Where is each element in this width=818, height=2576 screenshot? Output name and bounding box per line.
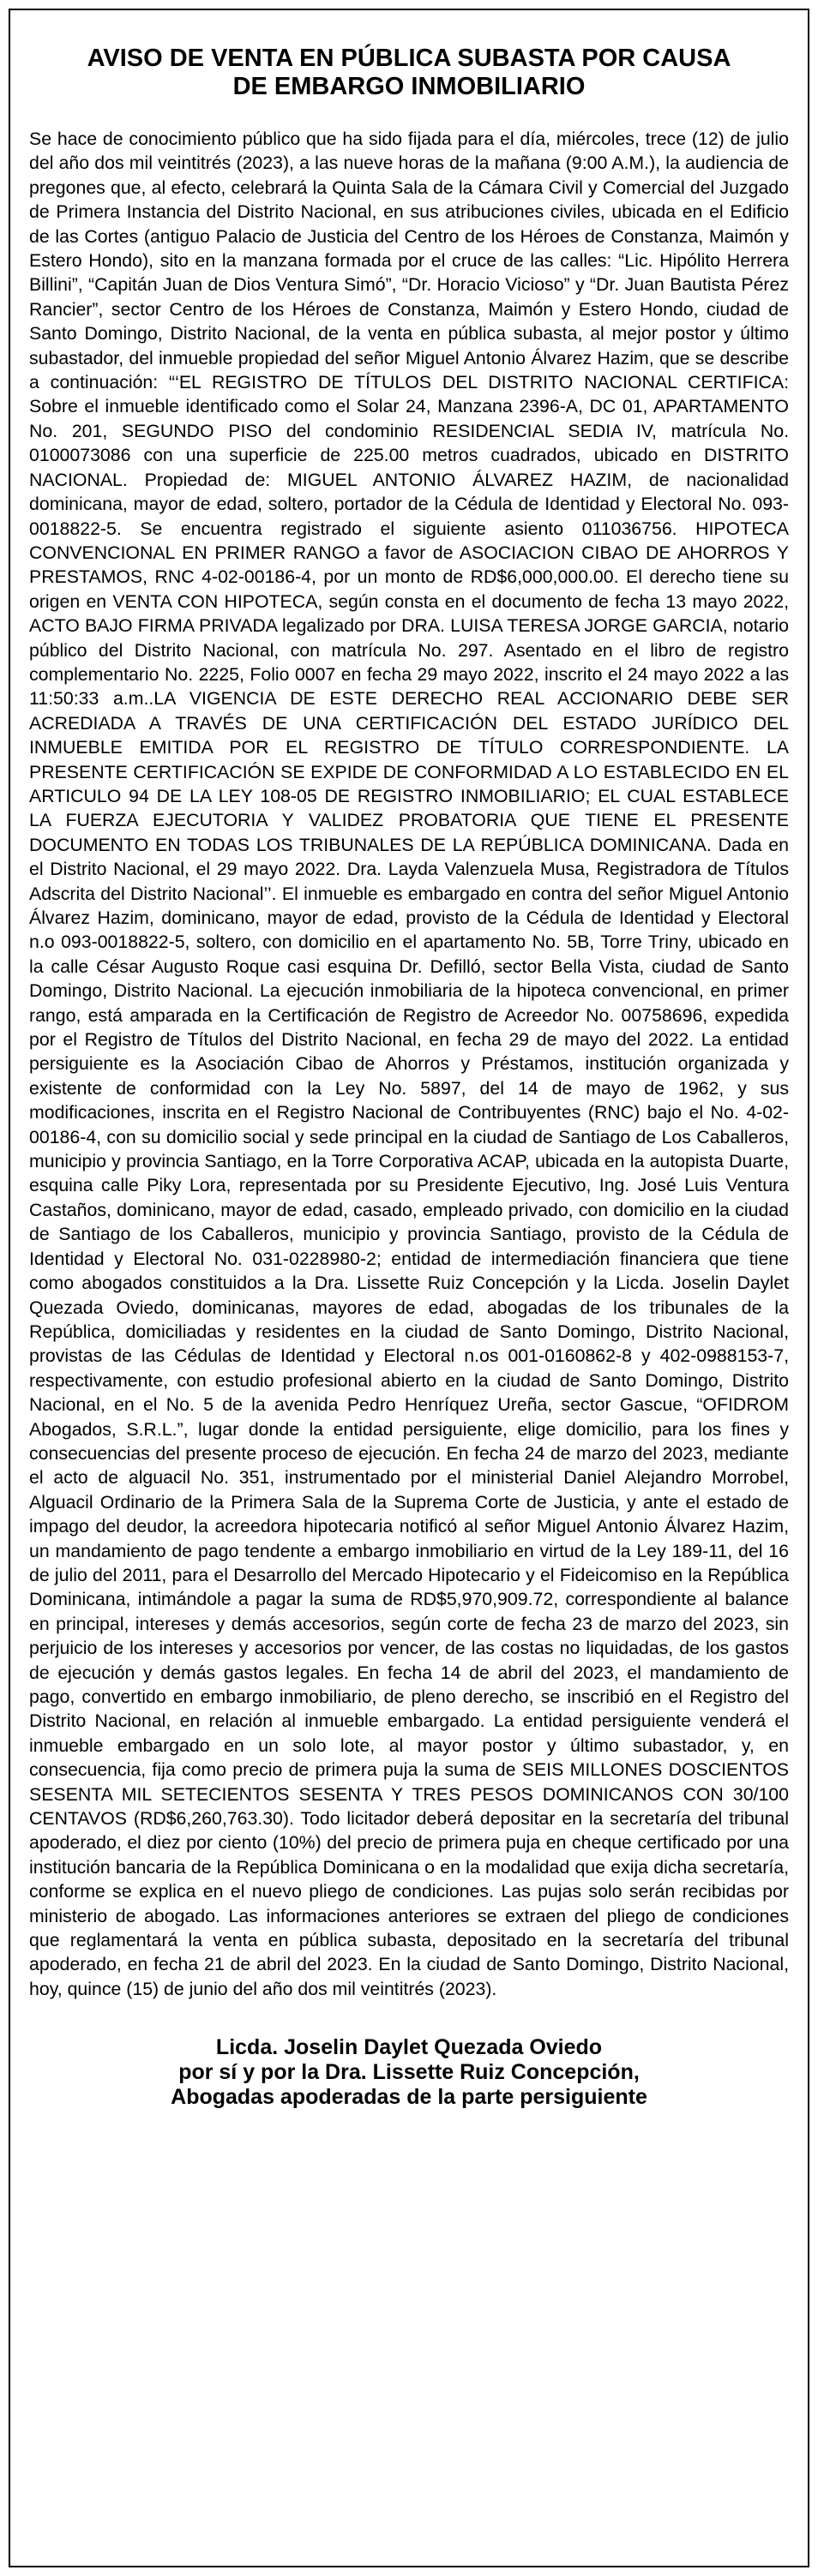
- notice-title-line-1: AVISO DE VENTA EN PÚBLICA SUBASTA POR CAUSA: [87, 45, 731, 72]
- notice-title: [29, 45, 789, 101]
- signature-role: Abogadas apoderadas de la parte persiguiente: [171, 2085, 647, 2110]
- signature-name: Licda. Joselin Daylet Quezada Oviedo: [215, 2035, 603, 2060]
- signature-block: [29, 2035, 789, 2110]
- legal-notice: [9, 9, 809, 2567]
- signature-on-behalf: por sí y por la Dra. Lissette Ruiz Concepción,: [178, 2060, 640, 2085]
- notice-title-line-2: DE EMBARGO INMOBILIARIO: [232, 73, 586, 100]
- notice-body: Se hace de conocimiento público que ha sido fijada para el día, miércoles, trece (12) de julio del año dos mil veintitrés (2023), a las nueve horas de la mañana (9:00 A.M.), la audiencia de pregones que, al efecto, celebrará la Quinta Sala de la Cámara Civil y Comercial del Juzgado de Primera Instancia del Distrito Nacional, en sus atribuciones civiles, ubicada en el Edificio de las Cortes (antiguo Palacio de Justicia del Centro de los Héroes de Constanza, Maimón y Estero Hondo), sito en la manzana formada por el cruce de las calles: “Lic. Hipólito Herrera Billini”, “Capitán Juan de Dios Ventura Simó”, “Dr. Horacio Vicioso” y “Dr. Juan Bautista Pérez Rancier”, sector Centro de los Héroes de Constanza, Maimón y Estero Hondo, ciudad de Santo Domingo, Distrito Nacional, de la venta en pública subasta, al mejor postor y último subastador, del inmueble propiedad del señor Miguel Antonio Álvarez Hazim, que se describe a continuación: “‘EL REGISTRO DE TÍTULOS DEL DISTRITO NACIONAL CERTIFICA: Sobre el inmueble identificado como el Solar 24, Manzana 2396-A, DC 01, APARTAMENTO No. 201, SEGUNDO PISO del condominio RESIDENCIAL SEDIA IV, matrícula No. 0100073086 con una superficie de 225.00 metros cuadrados, ubicado en DISTRITO NACIONAL. Propiedad de: MIGUEL ANTONIO ÁLVAREZ HAZIM, de nacionalidad dominicana, mayor de edad, soltero, portador de la Cédula de Identidad y Electoral No. 093-0018822-5. Se encuentra registrado el siguiente asiento 011036756. HIPOTECA CONVENCIONAL EN PRIMER RANGO a favor de ASOCIACION CIBAO DE AHORROS Y PRESTAMOS, RNC 4-02-00186-4, por un monto de RD$6,000,000.00. El derecho tiene su origen en VENTA CON HIPOTECA, según consta en el documento de fecha 13 mayo 2022, ACTO BAJO FIRMA PRIVADA legalizado por DRA. LUISA TERESA JORGE GARCIA, notario público del Distrito Nacional, con matrícula No. 297. Asentado en el libro de registro complementario No. 2225, Folio 0007 en fecha 29 mayo 2022, inscrito el 24 mayo 2022 a las 11:50:33 a.m..LA VIGENCIA DE ESTE DERECHO REAL ACCIONARIO DEBE SER ACREDIADA A TRAVÉS DE UNA CERTIFICACIÓN DEL ESTADO JURÍDICO DEL INMUEBLE EMITIDA POR EL REGISTRO DE TÍTULO CORRESPONDIENTE. LA PRESENTE CERTIFICACIÓN SE EXPIDE DE CONFORMIDAD A LO ESTABLECIDO EN EL ARTICULO 94 DE LA LEY 108-05 DE REGISTRO INMOBILIARIO; EL CUAL ESTABLECE LA FUERZA EJECUTORIA Y VALIDEZ PROBATORIA QUE TIENE EL PRESENTE DOCUMENTO EN TODAS LOS TRIBUNALES DE LA REPÚBLICA DOMINICANA. Dada en el Distrito Nacional, el 29 mayo 2022. Dra. Layda Valenzuela Musa, Registradora de Títulos Adscrita del Distrito Nacional’’. El inmueble es embargado en contra del señor Miguel Antonio Álvarez Hazim, dominicano, mayor de edad, provisto de la Cédula de Identidad y Electoral n.o 093-0018822-5, soltero, con domicilio en el apartamento No. 5B, Torre Triny, ubicado en la calle César Augusto Roque casi esquina Dr. Defilló, sector Bella Vista, ciudad de Santo Domingo, Distrito Nacional. La ejecución inmobiliaria de la hipoteca convencional, en primer rango, está amparada en la Certificación de Registro de Acreedor No. 00758696, expedida por el Registro de Títulos del Distrito Nacional, en fecha 29 de mayo del 2022. La entidad persiguiente es la Asociación Cibao de Ahorros y Préstamos, institución organizada y existente de conformidad con la Ley No. 5897, del 14 de mayo de 1962, y sus modificaciones, inscrita en el Registro Nacional de Contribuyentes (RNC) bajo el No. 4-02-00186-4, con su domicilio social y sede principal en la ciudad de Santiago de Los Caballeros, municipio y provincia Santiago, en la Torre Corporativa ACAP, ubicada en la autopista Duarte, esquina calle Piky Lora, representada por su Presidente Ejecutivo, Ing. José Luis Ventura Castaños, dominicano, mayor de edad, casado, empleado privado, con domicilio en la ciudad de Santiago de los Caballeros, municipio y provincia Santiago, provisto de la Cédula de Identidad y Electoral No. 031-0228980-2; entidad de intermediación financiera que tiene como abogados constituidos a la Dra. Lissette Ruiz Concepción y la Licda. Joselin Daylet Quezada Oviedo, dominicanas, mayores de edad, abogadas de los tribunales de la República, domiciliadas y residentes en la ciudad de Santo Domingo, Distrito Nacional, provistas de las Cédulas de Identidad y Electoral n.os 001-0160862-8 y 402-0988153-7, respectivamente, con estudio profesional abierto en la ciudad de Santo Domingo, Distrito Nacional, en el No. 5 de la avenida Pedro Henríquez Ureña, sector Gascue, “OFIDROM Abogados, S.R.L.”, lugar donde la entidad persiguiente, elige domicilio, para los fines y consecuencias del presente proceso de ejecución. En fecha 24 de marzo del 2023, mediante el acto de alguacil No. 351, instrumentado por el ministerial Daniel Alejandro Morrobel, Alguacil Ordinario de la Primera Sala de la Suprema Corte de Justicia, y ante el estado de impago del deudor, la acreedora hipotecaria notificó al señor Miguel Antonio Álvarez Hazim, un mandamiento de pago tendente a embargo inmobiliario en virtud de la Ley 189-11, del 16 de julio del 2011, para el Desarrollo del Mercado Hipotecario y el Fideicomiso en la República Dominicana, intimándole a pagar la suma de RD$5,970,909.72, correspondiente al balance en principal, intereses y demás accesorios, según corte de fecha 23 de marzo del 2023, sin perjuicio de los intereses y accesorios por vencer, de las costas no liquidadas, de los gastos de ejecución y demás gastos legales. En fecha 14 de abril del 2023, el mandamiento de pago, convertido en embargo inmobiliario, de pleno derecho, se inscribió en el Registro del Distrito Nacional, en relación al inmueble embargado. La entidad persiguiente venderá el inmueble embargado en un solo lote, al mayor postor y último subastador, y, en consecuencia, fija como precio de primera puja la suma de SEIS MILLONES DOSCIENTOS SESENTA MIL SETECIENTOS SESENTA Y TRES PESOS DOMINICANOS CON 30/100 CENTAVOS (RD$6,260,763.30). Todo licitador deberá depositar en la secretaría del tribunal apoderado, el diez por ciento (10%) del precio de primera puja en cheque certificado por una institución bancaria de la República Dominicana o en la modalidad que exija dicha secretaría, conforme se explica en el nuevo pliego de condiciones. Las pujas solo serán recibidas por ministerio de abogado. Las informaciones anteriores se extraen del pliego de condiciones que reglamentará la venta en pública subasta, depositado en la secretaría del tribunal apoderado, en fecha 21 de abril del 2023. En la ciudad de Santo Domingo, Distrito Nacional, hoy, quince (15) de junio del año dos mil veintitrés (2023).: [29, 129, 789, 1999]
